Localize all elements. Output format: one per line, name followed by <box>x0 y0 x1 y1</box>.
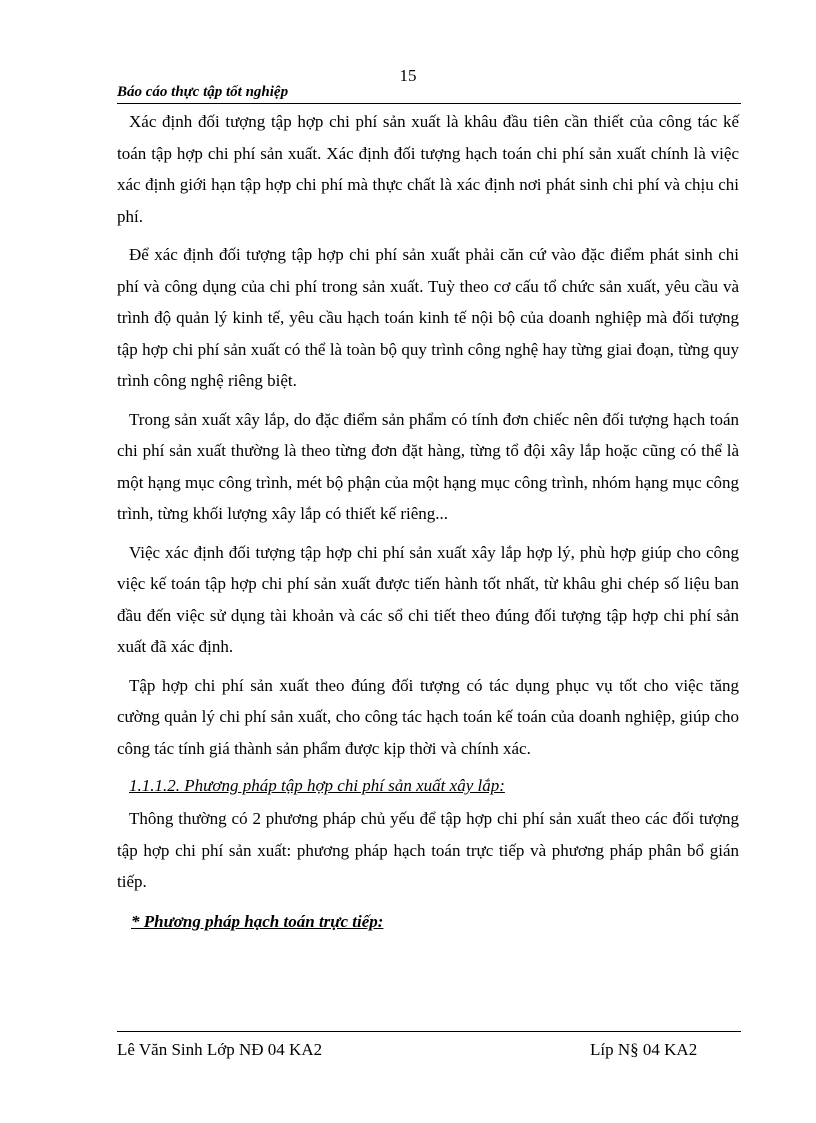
document-body <box>117 106 739 937</box>
paragraph-6: Thông thường có 2 phương pháp chủ yếu để tập hợp chi phí sản xuất theo các đối tượng tập hợp chi phí sản xuất: phương pháp hạch toán trực tiếp và phương pháp phân bổ gián tiếp. <box>117 809 739 891</box>
footer-divider <box>117 1031 741 1032</box>
running-header: Báo cáo thực tập tốt nghiệp <box>117 84 289 100</box>
footer-author: Lê Văn Sinh Lớp NĐ 04 KA2 <box>117 1040 323 1059</box>
paragraph-4: Việc xác định đối tượng tập hợp chi phí sản xuất xây lắp hợp lý, phù hợp giúp cho công việc kế toán tập hợp chi phí sản xuất được tiến hành tốt nhất, từ khâu ghi chép số liệu ban đầu đến việc sử dụng tài khoản và các sổ chi tiết theo đúng đối tượng tập hợp chi phí sản xuất đã xác định. <box>117 542 739 656</box>
paragraph-5: Tập hợp chi phí sản xuất theo đúng đối tượng có tác dụng phục vụ tốt cho việc tăng cường quản lý chi phí sản xuất, cho công tác hạch toán kế toán của doanh nghiệp, giúp cho công tác tính giá thành sản phẩm được kịp thời và chính xác. <box>117 675 739 758</box>
paragraph-3: Trong sản xuất xây lắp, do đặc điểm sản phẩm có tính đơn chiếc nên đối tượng hạch toán chi phí sản xuất thường là theo từng đơn đặt hàng, từng tổ đội xây lắp hoặc cũng có thể là một hạng mục công trình, mét bộ phận của một hạng mục công trình, nhóm hạng mục công trình, từng khối lượng xây lắp có thiết kế riêng... <box>117 409 739 523</box>
header-divider <box>117 103 741 104</box>
paragraph-1: Xác định đối tượng tập hợp chi phí sản xuất là khâu đầu tiên cần thiết của công tác kế toán tập hợp chi phí sản xuất. Xác định đối tượng hạch toán chi phí sản xuất chính là việc xác định giới hạn tập hợp chi phí mà thực chất là xác định nơi phát sinh chi phí và chịu chi phí. <box>117 112 739 226</box>
page-number: 15 <box>399 66 417 85</box>
section-heading: 1.1.1.2. Phương pháp tập hợp chi phí sản xuất xây lắp: <box>129 776 505 795</box>
subsection-heading: * Phương pháp hạch toán trực tiếp: <box>131 911 384 931</box>
footer-class: Líp N§ 04 KA2 <box>590 1040 698 1059</box>
paragraph-2: Để xác định đối tượng tập hợp chi phí sản xuất phải căn cứ vào đặc điểm phát sinh chi phí và công dụng của chi phí trong sản xuất. Tuỳ theo cơ cấu tổ chức sản xuất, yêu cầu và trình độ quản lý kinh tế, yêu cầu hạch toán kinh tế nội bộ của doanh nghiệp mà đối tượng tập hợp chi phí sản xuất có thể là toàn bộ quy trình công nghệ hay từng giai đoạn, từng quy trình công nghệ riêng biệt. <box>117 245 739 390</box>
